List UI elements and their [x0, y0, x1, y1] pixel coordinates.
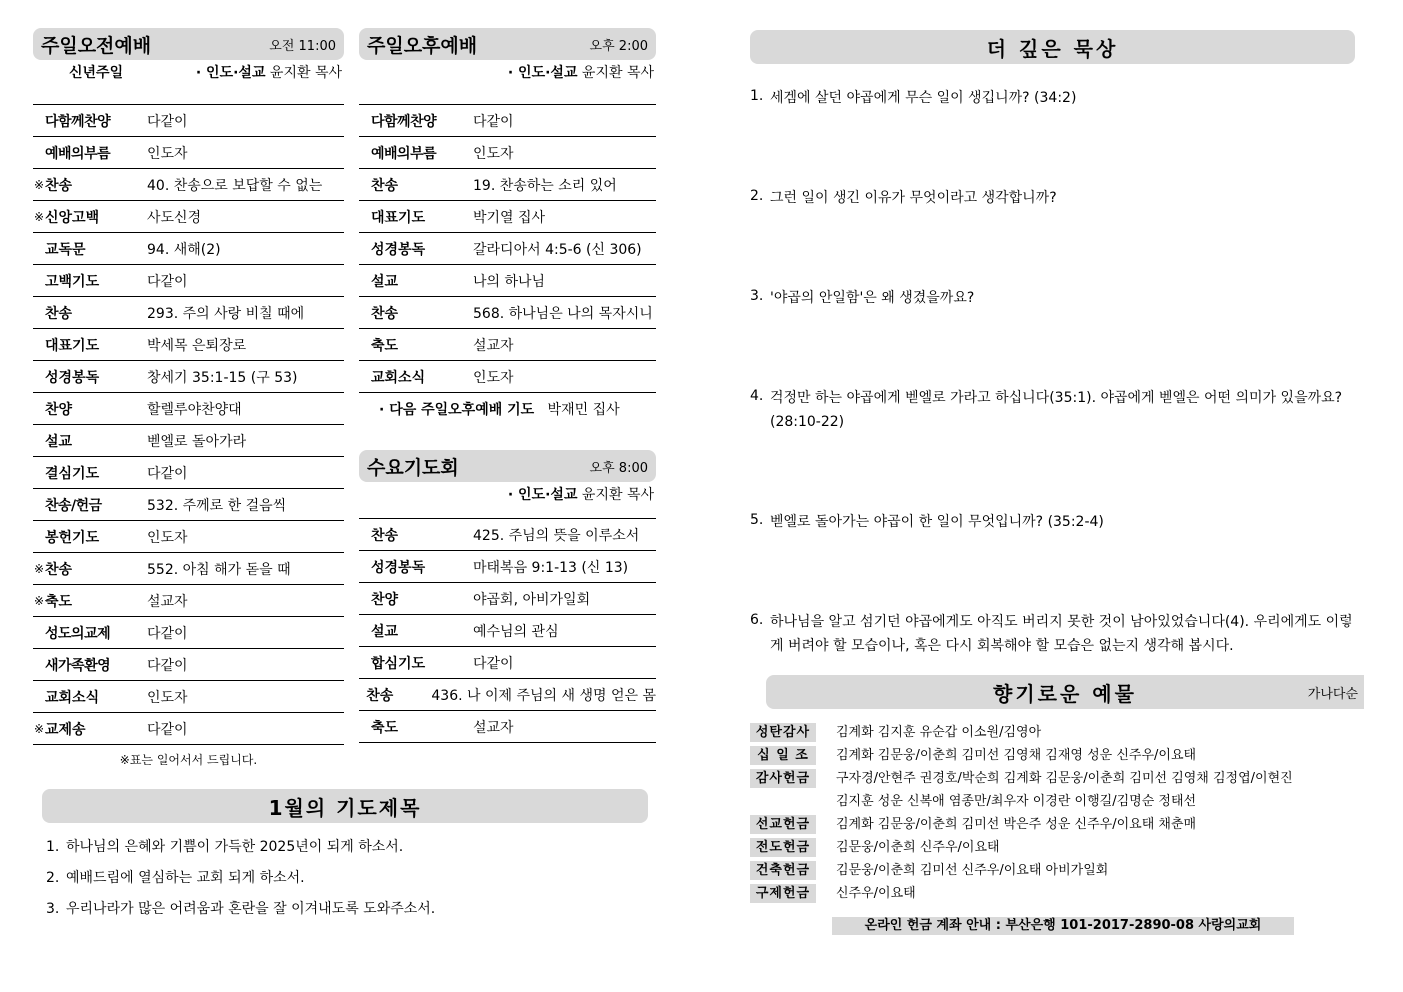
- leader-name: 윤지환 목사: [577, 487, 654, 503]
- order-row: [33, 201, 344, 233]
- order-row: [33, 585, 344, 617]
- order-value: 창세기 35:1-15 (구 53): [147, 369, 298, 386]
- morning-header: [33, 28, 344, 60]
- order-label: 새가족환영: [45, 657, 111, 674]
- order-label: 설교: [371, 623, 399, 640]
- order-value: 사도신경: [147, 209, 202, 226]
- order-row: [33, 105, 344, 137]
- order-value: 벧엘로 돌아가라: [147, 433, 247, 450]
- order-value: 야곱회, 아비가일회: [473, 591, 591, 608]
- wednesday-order: [359, 518, 656, 743]
- order-label: 대표기도: [371, 209, 426, 226]
- order-row: [33, 169, 344, 201]
- offering-names-line: 김문웅/이춘희 신주우/이요태: [836, 840, 1000, 855]
- order-label: 예배의부름: [371, 145, 437, 162]
- offering-label: 구제헌금: [750, 884, 816, 903]
- offering-names: [816, 836, 1000, 859]
- afternoon-order: [359, 104, 656, 393]
- offering-names-line: 김계화 김문웅/이춘희 김미선 김영채 김재영 성운 신주우/이요태: [836, 748, 1197, 763]
- meditation-question: [750, 286, 1355, 310]
- order-value: 다같이: [147, 465, 188, 482]
- bank-account: 온라인 헌금 계좌 안내 : 부산은행 101-2017-2890-08 사랑의교회: [832, 917, 1294, 935]
- order-row: [33, 297, 344, 329]
- morning-sub-left: 신년주일: [69, 65, 124, 81]
- order-row: [359, 615, 656, 647]
- order-value: 다같이: [473, 655, 514, 672]
- offering-label: 건축헌금: [750, 861, 816, 880]
- question-text: 걱정만 하는 야곱에게 벧엘로 가라고 하십니다(35:1). 야곱에게 벧엘은 어떤 의미가 있을까요? (28:10-22): [770, 390, 1343, 430]
- offering-names-line: 신주우/이요태: [836, 886, 916, 901]
- order-value: 94. 새해(2): [147, 241, 221, 258]
- order-value: 마태복음 9:1-13 (신 13): [473, 559, 629, 576]
- order-row: [33, 681, 344, 713]
- offering-names-line: 구자경/안현주 권경호/박순희 김계화 김문웅/이춘희 김미선 김영채 김정엽/이현진: [836, 771, 1293, 786]
- order-label: 축도: [371, 719, 399, 736]
- order-value: 인도자: [147, 529, 188, 546]
- prayer-title: 1월의 기도제목: [42, 789, 648, 823]
- leader-role: · 인도·설교: [195, 65, 266, 81]
- order-value: 293. 주의 사랑 비칠 때에: [147, 305, 305, 322]
- standing-mark: ※: [33, 561, 45, 576]
- standing-mark: ※: [33, 593, 45, 608]
- offering-label: 감사헌금: [750, 769, 816, 788]
- order-row: [33, 713, 344, 745]
- wednesday-time: 오후 8:00: [589, 460, 648, 476]
- order-value: 532. 주께로 한 걸음씩: [147, 497, 287, 514]
- leader-name: 윤지환 목사: [265, 65, 342, 81]
- order-value: 40. 찬송으로 보답할 수 없는: [147, 177, 323, 194]
- order-row: [359, 233, 656, 265]
- order-row: [33, 233, 344, 265]
- wednesday-header: [359, 450, 656, 482]
- order-row: [359, 519, 656, 551]
- item-number: 3.: [46, 901, 60, 917]
- item-number: 1.: [46, 839, 60, 855]
- standing-mark: ※: [33, 177, 45, 192]
- order-row: [33, 425, 344, 457]
- order-value: 19. 찬송하는 소리 있어: [473, 177, 617, 194]
- offering-row: [750, 744, 1364, 767]
- order-label: 찬송/헌금: [45, 497, 102, 514]
- order-label: 찬송: [45, 561, 73, 578]
- order-row: [359, 201, 656, 233]
- offering-row: [750, 836, 1364, 859]
- order-label: 고백기도: [45, 273, 100, 290]
- wednesday-leader: [359, 482, 656, 508]
- order-row: [33, 489, 344, 521]
- order-label: 성도의교제: [45, 625, 111, 642]
- next-prayer-name: 박재민 집사: [547, 402, 620, 418]
- order-row: [359, 297, 656, 329]
- meditation-question: [750, 386, 1355, 434]
- leader-role: · 인도·설교: [507, 65, 578, 81]
- order-label: 합심기도: [371, 655, 426, 672]
- afternoon-title: 주일오후예배: [367, 34, 478, 57]
- meditation-list: [750, 86, 1355, 658]
- order-label: 찬양: [371, 591, 399, 608]
- order-value: 425. 주님의 뜻을 이루소서: [473, 527, 640, 544]
- order-value: 설교자: [473, 719, 514, 736]
- item-number: 2.: [46, 870, 60, 886]
- order-value: 다같이: [147, 657, 188, 674]
- order-label: 봉헌기도: [45, 529, 100, 546]
- offering-title: 향기로운 예물: [993, 681, 1137, 706]
- offering-names: [816, 882, 916, 905]
- offering-names-line: 김계화 김지훈 유순갑 이소원/김영아: [836, 725, 1042, 740]
- order-value: 552. 아침 해가 돋을 때: [147, 561, 291, 578]
- order-row: [359, 361, 656, 393]
- meditation-section: [750, 30, 1355, 658]
- order-row: [33, 265, 344, 297]
- order-row: [359, 711, 656, 743]
- item-number: 5.: [750, 512, 764, 528]
- order-label: 교제송: [45, 721, 86, 738]
- item-number: 6.: [750, 612, 764, 628]
- offering-order-note: 가나다순: [1307, 686, 1358, 702]
- offering-names-line: 김계화 김문웅/이춘희 김미선 박은주 성운 신주우/이요태 채춘매: [836, 817, 1197, 832]
- leader-role: · 인도·설교: [507, 487, 578, 503]
- standing-mark: ※: [33, 209, 45, 224]
- offering-names: [816, 744, 1196, 767]
- order-value: 인도자: [147, 145, 188, 162]
- offering-list: [748, 721, 1364, 905]
- order-label: 찬송: [371, 305, 399, 322]
- order-value: 인도자: [473, 369, 514, 386]
- offering-row: [750, 859, 1364, 882]
- order-value: 다같이: [147, 625, 188, 642]
- order-row: [33, 393, 344, 425]
- offering-names: [816, 767, 1293, 813]
- prayer-list: [42, 837, 648, 930]
- order-label: 성경봉독: [371, 241, 426, 258]
- order-label: 다함께찬양: [45, 113, 111, 130]
- order-label: 찬송: [371, 177, 399, 194]
- prayer-section: [42, 789, 648, 930]
- order-value: 다같이: [147, 721, 188, 738]
- prayer-item: [46, 899, 648, 930]
- order-value: 인도자: [473, 145, 514, 162]
- offering-names: [816, 813, 1196, 836]
- leader-name: 윤지환 목사: [577, 65, 654, 81]
- order-label: 찬송: [45, 305, 73, 322]
- meditation-question: [750, 186, 1355, 210]
- order-row: [33, 617, 344, 649]
- item-number: 4.: [750, 388, 764, 404]
- prayer-text: 하나님의 은혜와 기쁨이 가득한 2025년이 되게 하소서.: [66, 839, 404, 855]
- order-value: 할렐루야찬양대: [147, 401, 242, 418]
- offering-label: 선교헌금: [750, 815, 816, 834]
- afternoon-leader: [359, 60, 656, 86]
- order-label: 교독문: [45, 241, 86, 258]
- prayer-item: [46, 837, 648, 868]
- order-value: 갈라디아서 4:5-6 (신 306): [473, 241, 642, 258]
- order-value: 인도자: [147, 689, 188, 706]
- question-text: 그런 일이 생긴 이유가 무엇이라고 생각합니까?: [770, 190, 1057, 206]
- offering-label: 성탄감사: [750, 723, 816, 742]
- standing-mark: ※: [33, 721, 45, 736]
- offering-names: [816, 721, 1041, 744]
- offering-label: 전도헌금: [750, 838, 816, 857]
- order-value: 다같이: [473, 113, 514, 130]
- meditation-title: 더 깊은 묵상: [750, 30, 1355, 64]
- order-row: [33, 137, 344, 169]
- order-row: [33, 361, 344, 393]
- question-text: 벧엘로 돌아가는 야곱이 한 일이 무엇입니까? (35:2-4): [770, 514, 1104, 530]
- morning-service: [33, 28, 344, 768]
- order-label: 예배의부름: [45, 145, 111, 162]
- item-number: 1.: [750, 88, 764, 104]
- order-row: [359, 679, 656, 711]
- next-prayer-label: · 다음 주일오후예배 기도: [379, 402, 535, 418]
- order-row: [359, 647, 656, 679]
- order-row: [359, 583, 656, 615]
- afternoon-subheader: [359, 60, 656, 86]
- wednesday-title: 수요기도회: [367, 456, 459, 479]
- wednesday-subheader: [359, 482, 656, 508]
- order-value: 나의 하나님: [473, 273, 546, 290]
- offering-label: 십 일 조: [750, 746, 816, 765]
- offering-row: [750, 882, 1364, 905]
- order-label: 찬송: [371, 527, 399, 544]
- order-label: 찬양: [45, 401, 73, 418]
- order-label: 다함께찬양: [371, 113, 437, 130]
- question-text: '야곱의 안일함'은 왜 생겼을까요?: [770, 290, 975, 306]
- afternoon-header: [359, 28, 656, 60]
- order-row: [359, 137, 656, 169]
- offering-names: [816, 859, 1108, 882]
- order-row: [33, 457, 344, 489]
- order-row: [359, 265, 656, 297]
- meditation-question: [750, 86, 1355, 110]
- order-value: 박기열 집사: [473, 209, 546, 226]
- order-label: 성경봉독: [371, 559, 426, 576]
- order-label: 성경봉독: [45, 369, 100, 386]
- morning-order: [33, 104, 344, 745]
- order-label: 교회소식: [371, 369, 426, 386]
- order-label: 축도: [371, 337, 399, 354]
- morning-time: 오전 11:00: [269, 38, 336, 54]
- prayer-item: [46, 868, 648, 899]
- order-label: 설교: [371, 273, 399, 290]
- meditation-question: [750, 610, 1355, 658]
- order-value: 설교자: [473, 337, 514, 354]
- afternoon-service: [359, 28, 656, 419]
- order-row: [359, 329, 656, 361]
- wednesday-service: [359, 450, 656, 743]
- next-prayer: [359, 393, 656, 419]
- morning-subheader: [33, 60, 344, 86]
- order-label: 결심기도: [45, 465, 100, 482]
- item-number: 2.: [750, 188, 764, 204]
- prayer-text: 우리나라가 많은 어려움과 혼란을 잘 이겨내도록 도와주소서.: [66, 901, 436, 917]
- order-value: 다같이: [147, 113, 188, 130]
- order-label: 축도: [45, 593, 73, 610]
- order-label: 찬송: [366, 687, 394, 704]
- question-text: 세겜에 살던 야곱에게 무슨 일이 생깁니까? (34:2): [770, 90, 1077, 106]
- offering-names-line: 김지훈 성운 신복애 염종만/최우자 이경란 이행길/김명순 정태선: [836, 794, 1197, 809]
- meditation-question: [750, 510, 1355, 534]
- order-label: 찬송: [45, 177, 73, 194]
- morning-leader: [196, 60, 344, 86]
- order-row: [33, 649, 344, 681]
- order-label: 신앙고백: [45, 209, 100, 226]
- order-value: 436. 나 이제 주님의 새 생명 얻은 몸: [431, 687, 656, 704]
- item-number: 3.: [750, 288, 764, 304]
- offering-row: [750, 813, 1364, 836]
- standing-note: ※표는 일어서서 드립니다.: [119, 753, 258, 767]
- order-value: 다같이: [147, 273, 188, 290]
- order-value: 568. 하나님은 나의 목자시니: [473, 305, 653, 322]
- order-value: 박세목 은퇴장로: [147, 337, 247, 354]
- offering-section: [748, 675, 1364, 935]
- order-row: [33, 521, 344, 553]
- order-value: 설교자: [147, 593, 188, 610]
- prayer-text: 예배드림에 열심하는 교회 되게 하소서.: [66, 870, 305, 886]
- order-row: [359, 169, 656, 201]
- offering-header: [766, 675, 1364, 709]
- afternoon-time: 오후 2:00: [589, 38, 648, 54]
- order-row: [359, 551, 656, 583]
- order-label: 대표기도: [45, 337, 100, 354]
- offering-row: [750, 767, 1364, 813]
- order-row: [33, 329, 344, 361]
- order-value: 예수님의 관심: [473, 623, 559, 640]
- question-text: 하나님을 알고 섬기던 야곱에게도 아직도 버리지 못한 것이 남아있었습니다(4). 우리에게도 이렇게 버려야 할 모습이나, 혹은 다시 회복해야 할 모습은 없는지 생각해 봅시다.: [770, 614, 1353, 654]
- order-label: 설교: [45, 433, 73, 450]
- order-row: [33, 553, 344, 585]
- morning-title: 주일오전예배: [41, 34, 152, 57]
- order-label: 교회소식: [45, 689, 100, 706]
- offering-names-line: 김문웅/이춘희 김미선 신주우/이요태 아비가일회: [836, 863, 1109, 878]
- offering-row: [750, 721, 1364, 744]
- order-row: [359, 105, 656, 137]
